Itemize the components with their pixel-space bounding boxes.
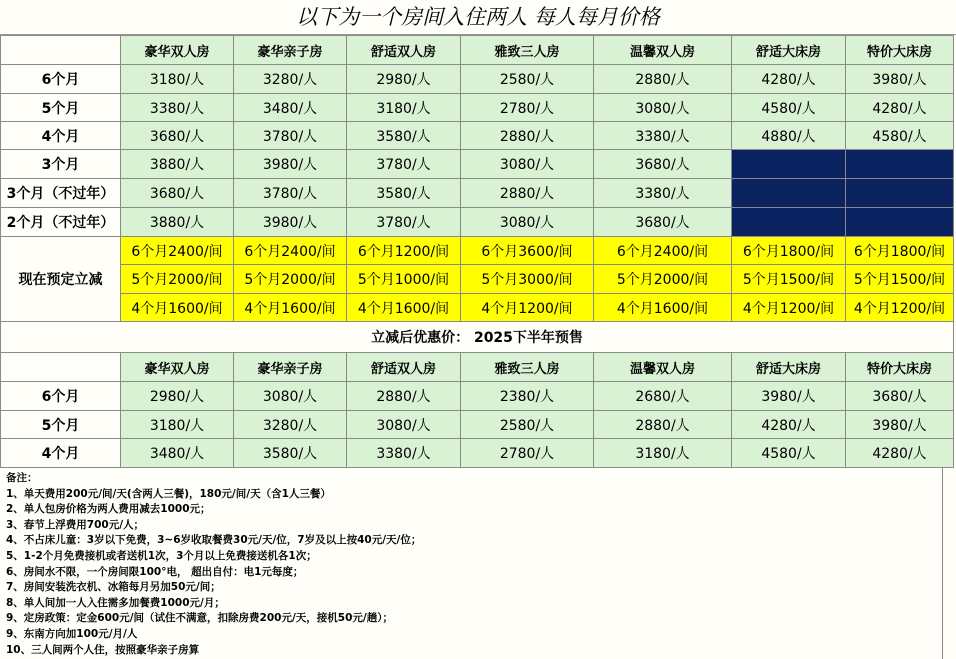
duration-label: 6个月 bbox=[1, 382, 121, 411]
price-cell: 3180/人 bbox=[121, 65, 234, 94]
note-item: 9、东南方向加100元/月/人 bbox=[6, 627, 138, 640]
discount-row bbox=[1, 237, 954, 265]
duration-label: 3个月（不过年） bbox=[1, 179, 121, 208]
unavailable-cell bbox=[732, 150, 846, 179]
price-cell: 2780/人 bbox=[461, 439, 594, 468]
section-subtitle: 立减后优惠价： 2025下半年预售 bbox=[1, 322, 954, 353]
discount-cell: 4个月1200/间 bbox=[846, 294, 954, 322]
price-cell: 4580/人 bbox=[732, 94, 846, 122]
price-cell: 2980/人 bbox=[347, 65, 461, 94]
price-cell: 3580/人 bbox=[347, 122, 461, 150]
price-cell: 2780/人 bbox=[461, 94, 594, 122]
duration-label: 5个月 bbox=[1, 94, 121, 122]
note-item: 10、三人间两个人住，按照豪华亲子房算 bbox=[6, 643, 200, 656]
unavailable-cell bbox=[732, 208, 846, 237]
room-type-header: 豪华亲子房 bbox=[234, 36, 347, 65]
room-type-header: 雅致三人房 bbox=[461, 36, 594, 65]
room-type-header: 特价大床房 bbox=[846, 36, 954, 65]
price-cell: 3180/人 bbox=[594, 439, 732, 468]
price-cell: 3480/人 bbox=[121, 439, 234, 468]
after-price-row bbox=[1, 439, 954, 468]
room-type-header: 豪华亲子房 bbox=[234, 353, 347, 382]
discount-cell: 4个月1200/间 bbox=[461, 294, 594, 322]
price-cell: 3980/人 bbox=[234, 208, 347, 237]
price-cell: 4580/人 bbox=[732, 439, 846, 468]
price-table bbox=[0, 35, 954, 468]
discount-label: 现在预定立减 bbox=[1, 237, 121, 322]
room-type-header: 温馨双人房 bbox=[594, 36, 732, 65]
price-cell: 3280/人 bbox=[234, 411, 347, 439]
price-cell: 4280/人 bbox=[846, 439, 954, 468]
discount-cell: 4个月1600/间 bbox=[347, 294, 461, 322]
price-cell: 3680/人 bbox=[594, 208, 732, 237]
room-header-row bbox=[1, 36, 954, 65]
price-cell: 3580/人 bbox=[234, 439, 347, 468]
price-cell: 3980/人 bbox=[234, 150, 347, 179]
price-cell: 3080/人 bbox=[461, 208, 594, 237]
room-type-header: 舒适双人房 bbox=[347, 353, 461, 382]
price-cell: 3280/人 bbox=[234, 65, 347, 94]
price-cell: 3980/人 bbox=[732, 382, 846, 411]
price-cell: 2980/人 bbox=[121, 382, 234, 411]
room-type-header: 舒适大床房 bbox=[732, 353, 846, 382]
discount-cell: 6个月2400/间 bbox=[594, 237, 732, 265]
room-header-row bbox=[1, 353, 954, 382]
price-cell: 3880/人 bbox=[121, 208, 234, 237]
duration-label: 2个月（不过年） bbox=[1, 208, 121, 237]
corner-cell bbox=[1, 36, 121, 65]
discount-cell: 6个月2400/间 bbox=[234, 237, 347, 265]
price-cell: 3780/人 bbox=[347, 150, 461, 179]
room-type-header: 特价大床房 bbox=[846, 353, 954, 382]
price-cell: 3380/人 bbox=[121, 94, 234, 122]
duration-label: 4个月 bbox=[1, 439, 121, 468]
price-cell: 3780/人 bbox=[234, 179, 347, 208]
price-cell: 3080/人 bbox=[461, 150, 594, 179]
price-cell: 3080/人 bbox=[234, 382, 347, 411]
duration-label: 5个月 bbox=[1, 411, 121, 439]
unavailable-cell bbox=[846, 179, 954, 208]
discount-cell: 6个月1800/间 bbox=[732, 237, 846, 265]
discount-cell: 5个月1500/间 bbox=[846, 265, 954, 294]
note-item: 9、定房政策：定金600元/间（试住不满意，扣除房费200元/天，接机50元/趟）； bbox=[6, 612, 394, 625]
price-cell: 3780/人 bbox=[347, 208, 461, 237]
room-type-header: 舒适大床房 bbox=[732, 36, 846, 65]
discount-cell: 6个月1800/间 bbox=[846, 237, 954, 265]
price-cell: 2580/人 bbox=[461, 65, 594, 94]
discount-cell: 6个月3600/间 bbox=[461, 237, 594, 265]
room-type-header: 舒适双人房 bbox=[347, 36, 461, 65]
discount-cell: 5个月1000/间 bbox=[347, 265, 461, 294]
price-cell: 2380/人 bbox=[461, 382, 594, 411]
unavailable-cell bbox=[732, 179, 846, 208]
price-cell: 3580/人 bbox=[347, 179, 461, 208]
room-type-header: 温馨双人房 bbox=[594, 353, 732, 382]
notes-title: 备注： bbox=[6, 472, 38, 484]
price-cell: 2580/人 bbox=[461, 411, 594, 439]
price-row bbox=[1, 122, 954, 150]
price-cell: 2880/人 bbox=[461, 122, 594, 150]
after-price-row bbox=[1, 382, 954, 411]
price-cell: 2880/人 bbox=[347, 382, 461, 411]
discount-cell: 4个月1600/间 bbox=[234, 294, 347, 322]
subtitle-row bbox=[1, 322, 954, 353]
price-row bbox=[1, 94, 954, 122]
price-cell: 3380/人 bbox=[594, 122, 732, 150]
price-cell: 3980/人 bbox=[846, 411, 954, 439]
price-cell: 2680/人 bbox=[594, 382, 732, 411]
note-item: 1、单天费用200元/间/天(含两人三餐)，180元/间/天（含1人三餐） bbox=[6, 487, 331, 500]
discount-cell: 4个月1200/间 bbox=[732, 294, 846, 322]
unavailable-cell bbox=[846, 208, 954, 237]
note-item: 7、房间安装洗衣机、冰箱每月另加50元/间； bbox=[6, 581, 221, 594]
discount-row bbox=[1, 294, 954, 322]
discount-cell: 5个月2000/间 bbox=[234, 265, 347, 294]
price-cell: 3180/人 bbox=[121, 411, 234, 439]
price-cell: 4280/人 bbox=[732, 65, 846, 94]
price-cell: 4280/人 bbox=[732, 411, 846, 439]
price-cell: 3880/人 bbox=[121, 150, 234, 179]
note-item: 3、春节上浮费用700元/人； bbox=[6, 518, 145, 531]
price-cell: 3480/人 bbox=[234, 94, 347, 122]
discount-cell: 5个月3000/间 bbox=[461, 265, 594, 294]
price-cell: 3380/人 bbox=[594, 179, 732, 208]
notes-section bbox=[0, 468, 943, 659]
discount-cell: 6个月2400/间 bbox=[121, 237, 234, 265]
unavailable-cell bbox=[846, 150, 954, 179]
room-type-header: 雅致三人房 bbox=[461, 353, 594, 382]
discount-cell: 5个月1500/间 bbox=[732, 265, 846, 294]
room-type-header: 豪华双人房 bbox=[121, 36, 234, 65]
note-item: 6、房间水不限，一个房间限100°电， 超出自付：电1元每度； bbox=[6, 565, 304, 578]
after-price-row bbox=[1, 411, 954, 439]
price-row bbox=[1, 65, 954, 94]
price-cell: 3080/人 bbox=[594, 94, 732, 122]
discount-cell: 6个月1200/间 bbox=[347, 237, 461, 265]
room-type-header: 豪华双人房 bbox=[121, 353, 234, 382]
price-cell: 3680/人 bbox=[121, 122, 234, 150]
price-cell: 4280/人 bbox=[846, 94, 954, 122]
discount-cell: 4个月1600/间 bbox=[121, 294, 234, 322]
price-cell: 3380/人 bbox=[347, 439, 461, 468]
price-row bbox=[1, 179, 954, 208]
price-cell: 3180/人 bbox=[347, 94, 461, 122]
discount-cell: 4个月1600/间 bbox=[594, 294, 732, 322]
corner-cell bbox=[1, 353, 121, 382]
price-cell: 3680/人 bbox=[594, 150, 732, 179]
price-cell: 2880/人 bbox=[594, 411, 732, 439]
discount-cell: 5个月2000/间 bbox=[121, 265, 234, 294]
duration-label: 3个月 bbox=[1, 150, 121, 179]
price-cell: 3680/人 bbox=[121, 179, 234, 208]
price-cell: 2880/人 bbox=[594, 65, 732, 94]
price-cell: 3980/人 bbox=[846, 65, 954, 94]
price-cell: 3080/人 bbox=[347, 411, 461, 439]
duration-label: 4个月 bbox=[1, 122, 121, 150]
note-item: 2、单人包房价格为两人费用减去1000元； bbox=[6, 503, 211, 516]
price-cell: 4880/人 bbox=[732, 122, 846, 150]
price-cell: 3780/人 bbox=[234, 122, 347, 150]
note-item: 4、不占床儿童：3岁以下免费，3~6岁收取餐费30元/天/位，7岁及以上按40元/天/位； bbox=[6, 534, 422, 547]
price-row bbox=[1, 150, 954, 179]
discount-cell: 5个月2000/间 bbox=[594, 265, 732, 294]
price-row bbox=[1, 208, 954, 237]
note-item: 5、1-2个月免费接机或者送机1次，3个月以上免费接送机各1次； bbox=[6, 549, 317, 562]
discount-row bbox=[1, 265, 954, 294]
duration-label: 6个月 bbox=[1, 65, 121, 94]
sheet-title: 以下为一个房间入住两人 每人每月价格 bbox=[0, 0, 956, 35]
note-item: 8、单人间加一人入住需多加餐费1000元/月； bbox=[6, 596, 225, 609]
price-cell: 4580/人 bbox=[846, 122, 954, 150]
price-cell: 2880/人 bbox=[461, 179, 594, 208]
price-cell: 3680/人 bbox=[846, 382, 954, 411]
